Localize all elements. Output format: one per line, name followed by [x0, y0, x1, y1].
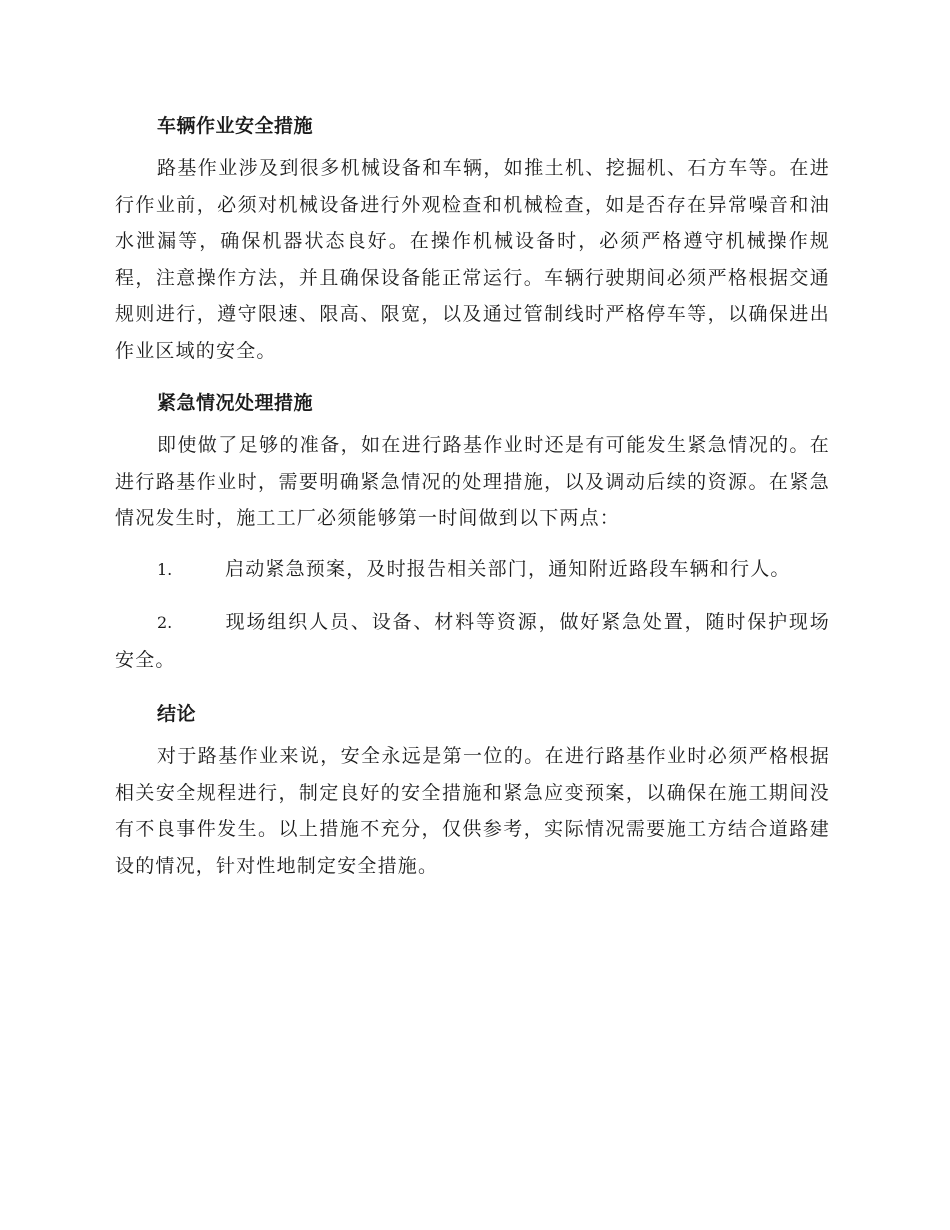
- section-paragraph: 对于路基作业来说，安全永远是第一位的。在进行路基作业时必须严格根据相关安全规程进行，制定良好的安全措施和紧急应变预案，以确保在施工期间没有不良事件发生。以上措施不充分，仅供参考，实际情况需要施工方结合道路建设的情况，针对性地制定安全措施。: [115, 745, 830, 877]
- list-item-text: 现场组织人员、设备、材料等资源，做好紧急处置，随时保护现场安全。: [115, 611, 830, 671]
- section-vehicle-safety: [115, 106, 830, 369]
- numbered-list: [115, 551, 830, 679]
- list-item-number: 1.: [157, 559, 173, 579]
- section-heading: 紧急情况处理措施: [157, 392, 314, 414]
- list-item-text: 启动紧急预案，及时报告相关部门，通知附近路段车辆和行人。: [225, 557, 791, 580]
- section-conclusion: [115, 694, 830, 884]
- list-item-number: 2.: [157, 613, 173, 632]
- list-item: [115, 604, 830, 678]
- section-paragraph: 路基作业涉及到很多机械设备和车辆，如推土机、挖掘机、石方车等。在进行作业前，必须对机械设备进行外观检查和机械检查，如是否存在异常噪音和油水泄漏等，确保机器状态良好。在操作机械设备时，必须严格遵守机械操作规程，注意操作方法，并且确保设备能正常运行。车辆行驶期间必须严格根据交通规则进行，遵守限速、限高、限宽，以及通过管制线时严格停车等，以确保进出作业区域的安全。: [115, 157, 830, 362]
- list-item: [115, 551, 830, 589]
- section-heading: 结论: [157, 703, 197, 725]
- section-emergency-handling: [115, 383, 830, 678]
- section-paragraph: 即使做了足够的准备，如在进行路基作业时还是有可能发生紧急情况的。在进行路基作业时，需要明确紧急情况的处理措施，以及调动后续的资源。在紧急情况发生时，施工工厂必须能够第一时间做到以下两点：: [115, 434, 830, 529]
- document-page: [115, 106, 830, 898]
- section-heading: 车辆作业安全措施: [157, 115, 314, 137]
